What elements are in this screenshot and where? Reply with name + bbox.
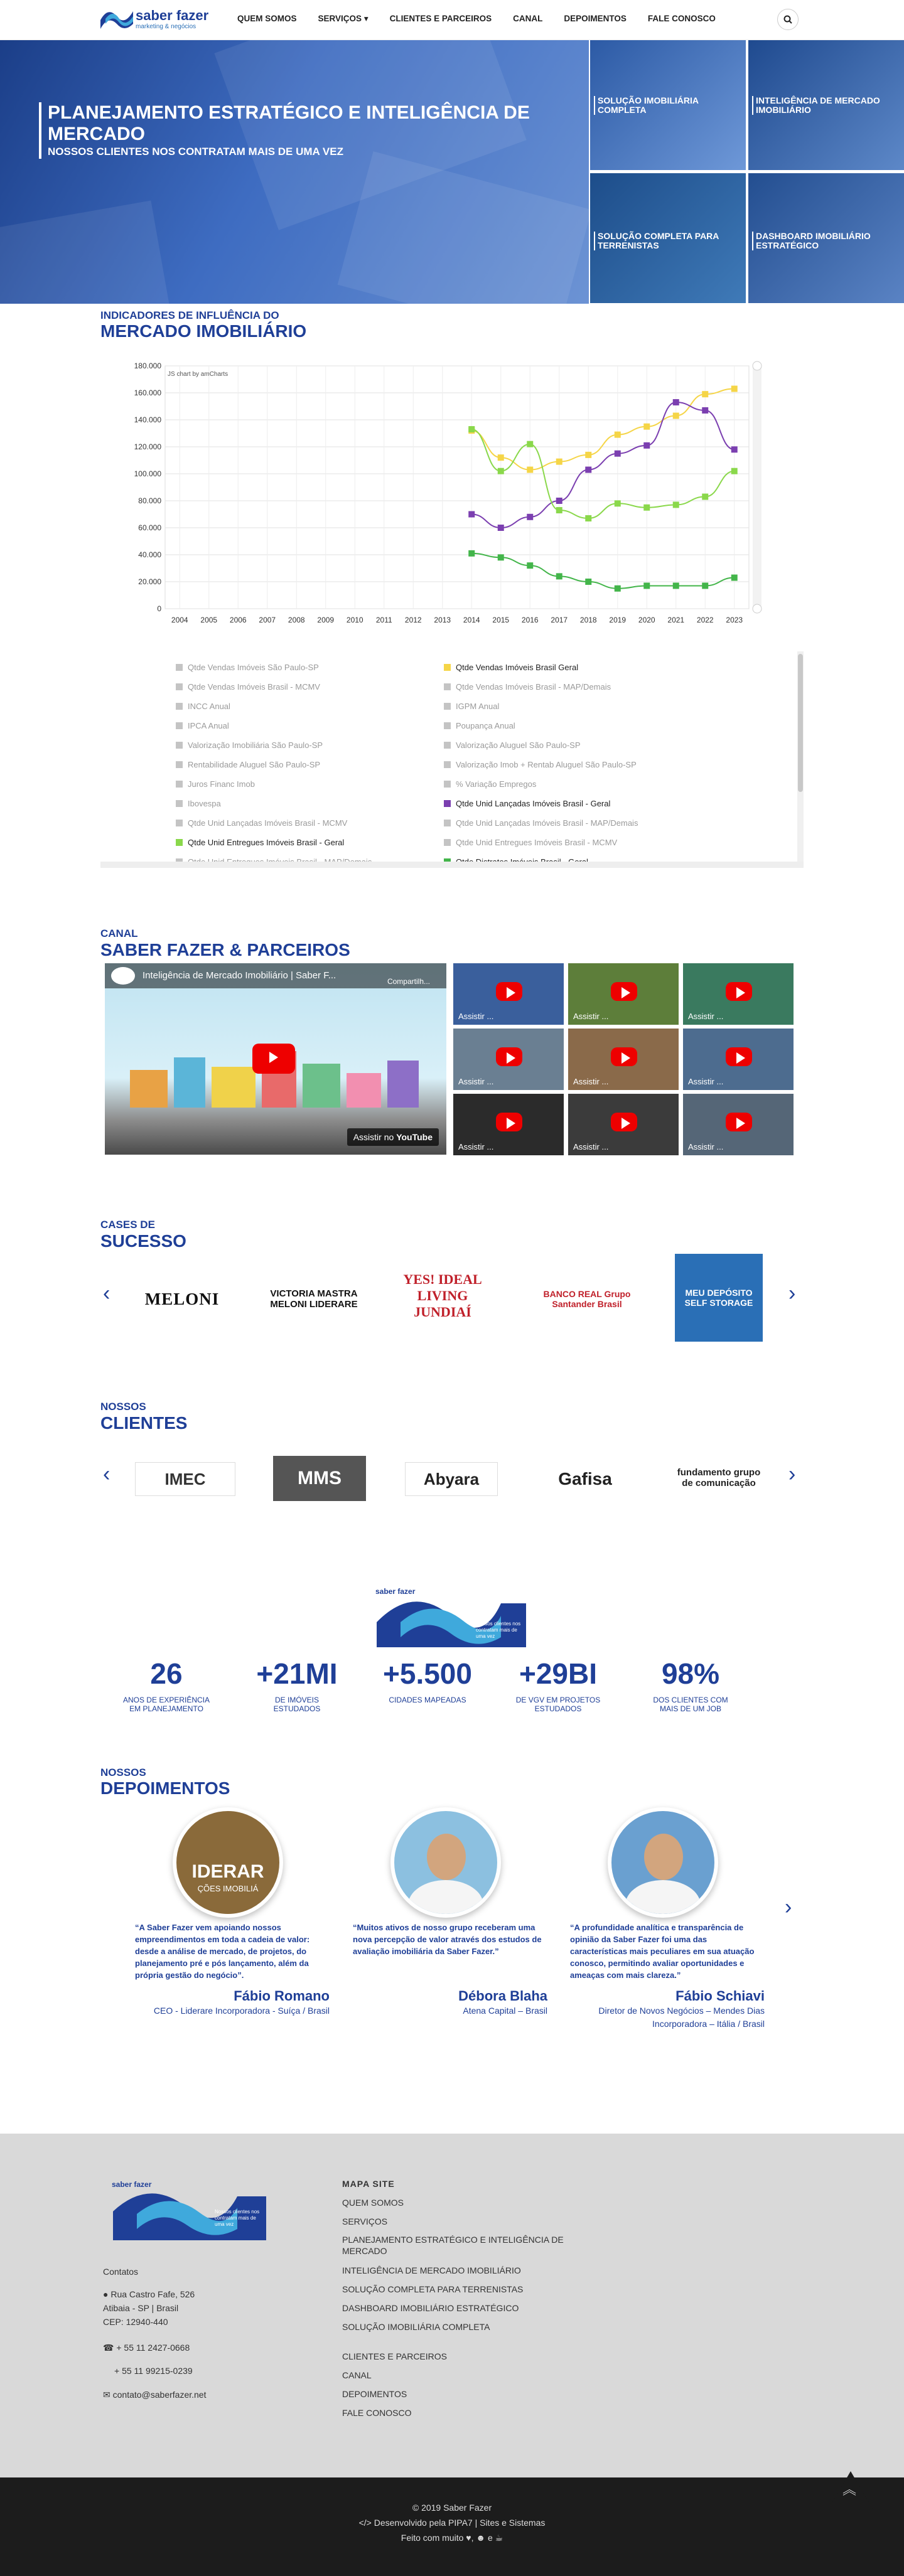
data-point <box>527 514 533 520</box>
y-tick-label: 100.000 <box>134 469 161 478</box>
y-tick-label: 20.000 <box>138 577 161 586</box>
footer-logo <box>112 2180 269 2243</box>
video-thumbnail[interactable] <box>683 963 794 1025</box>
double-chevron-up-icon: ︽ <box>842 2482 857 2498</box>
search-button[interactable] <box>777 9 799 30</box>
data-point <box>673 399 679 405</box>
data-point <box>702 391 708 397</box>
phone-2[interactable]: + 55 11 99215-0239 <box>114 2366 193 2376</box>
data-point <box>643 582 650 589</box>
y-tick-label: 0 <box>157 604 161 613</box>
nav-servicos[interactable] <box>318 14 369 24</box>
data-point <box>498 525 504 531</box>
stat-label: ANOS DE EXPERIÊNCIA EM PLANEJAMENTO <box>122 1696 210 1713</box>
legend-item[interactable] <box>176 818 347 828</box>
stat-number: +21MI <box>256 1657 338 1690</box>
market-chart <box>110 356 782 629</box>
stat-label: DE VGV EM PROJETOS ESTUDADOS <box>515 1696 601 1713</box>
legend-swatch <box>176 761 183 768</box>
legend-swatch <box>444 722 451 729</box>
sitemap-link[interactable]: PLANEJAMENTO ESTRATÉGICO E INTELIGÊNCIA DE MERCADO <box>342 2235 564 2256</box>
sitemap-link[interactable]: DEPOIMENTOS <box>342 2389 407 2399</box>
canal-pretitle: CANAL <box>100 927 138 939</box>
stat-label: CIDADES MAPEADAS <box>389 1696 466 1704</box>
y-tick-label: 40.000 <box>138 550 161 559</box>
legend-label: Rentabilidade Aluguel São Paulo-SP <box>188 760 321 769</box>
phone-1-text: + 55 11 2427-0668 <box>116 2343 190 2353</box>
cases-pretitle: CASES DE <box>100 1219 155 1231</box>
legend-label: Ibovespa <box>188 799 221 808</box>
thumbnail-label: Assistir ... <box>688 1077 724 1086</box>
data-point <box>468 511 475 518</box>
play-icon <box>611 982 637 1001</box>
bottom-bar <box>0 2477 904 2576</box>
stat-number: 98% <box>661 1657 720 1690</box>
client-logo-fundamento: fundamento grupo de comunicação <box>677 1467 761 1488</box>
legend-label: Qtde Unid Entregues Imóveis Brasil - Geral <box>188 838 345 847</box>
avatar <box>608 1807 718 1918</box>
stat-label: DE IMÓVEIS ESTUDADOS <box>273 1696 321 1713</box>
plot-area <box>165 366 749 609</box>
legend-hscroll[interactable] <box>100 862 804 868</box>
video-thumbnail[interactable] <box>683 1029 794 1090</box>
client-logo-imec: IMEC <box>135 1462 235 1496</box>
clients-title: CLIENTES <box>100 1413 188 1433</box>
thumbnail-label: Assistir ... <box>458 1142 494 1152</box>
tile-inteligencia-mercado[interactable] <box>748 40 904 170</box>
x-tick-label: 2023 <box>726 616 743 624</box>
chart-scroll-handle <box>753 361 761 370</box>
play-icon <box>611 1113 637 1131</box>
play-icon[interactable] <box>252 1044 295 1074</box>
video-thumbnail[interactable] <box>453 1094 564 1155</box>
data-point <box>556 459 562 465</box>
data-point <box>731 446 738 452</box>
x-tick-label: 2014 <box>463 616 480 624</box>
x-tick-label: 2011 <box>375 616 392 624</box>
legend-label: Qtde Unid Lançadas Imóveis Brasil - MAP/Demais <box>456 818 638 828</box>
legend-item[interactable] <box>176 779 255 789</box>
legend-label: Qtde Unid Lançadas Imóveis Brasil - MCMV <box>188 818 348 828</box>
logo-subtitle: marketing & negócios <box>136 23 196 30</box>
legend-item[interactable] <box>176 682 320 692</box>
x-tick-label: 2007 <box>259 616 276 624</box>
legend-item[interactable] <box>444 682 611 692</box>
developer-credit[interactable]: </> Desenvolvido pela PIPA7 | Sites e Sistemas <box>358 2518 546 2528</box>
envelope-icon: ✉ <box>103 2390 110 2400</box>
data-point <box>498 468 504 474</box>
legend-swatch <box>176 742 183 749</box>
tile-solucao-terrenistas[interactable] <box>590 173 746 303</box>
address-line-1: Rua Castro Fafe, 526 <box>110 2289 195 2299</box>
legend-item[interactable] <box>444 760 637 769</box>
legend-swatch <box>176 839 183 846</box>
play-icon <box>726 1047 752 1066</box>
legend-label: Valorização Aluguel São Paulo-SP <box>456 740 581 750</box>
indicators-pretitle: INDICADORES DE INFLUÊNCIA DO <box>100 309 279 321</box>
email-text: contato@saberfazer.net <box>112 2390 207 2400</box>
x-tick-label: 2006 <box>229 616 247 624</box>
clients-prev-arrow-icon[interactable]: ‹ <box>103 1462 110 1486</box>
shirt-shape <box>625 1880 701 1918</box>
thumbnail-label: Assistir ... <box>573 1077 609 1086</box>
stat-number: 26 <box>150 1657 183 1690</box>
legend-scrollbar-thumb[interactable] <box>798 654 803 792</box>
legend-swatch <box>444 703 451 710</box>
nav-depoimentos[interactable]: DEPOIMENTOS <box>564 14 627 23</box>
x-tick-label: 2004 <box>171 616 188 624</box>
thumbnail-label: Assistir ... <box>573 1012 609 1021</box>
legend-item[interactable] <box>444 663 578 672</box>
watch-on-youtube[interactable] <box>347 1128 439 1146</box>
stat-label: DOS CLIENTES COM MAIS DE UM JOB <box>653 1696 728 1713</box>
x-tick-label: 2005 <box>200 616 218 624</box>
legend-swatch <box>444 742 451 749</box>
client-logo-mms: MMS <box>273 1456 366 1501</box>
legend-item[interactable] <box>444 838 617 847</box>
tile-label: INTELIGÊNCIA DE MERCADO IMOBILIÁRIO <box>752 96 890 115</box>
legend-swatch <box>444 839 451 846</box>
legend-item[interactable] <box>444 779 536 789</box>
site-footer <box>0 2134 904 2477</box>
data-point <box>702 407 708 414</box>
map-pin-icon: ● <box>103 2289 109 2299</box>
data-point <box>615 500 621 506</box>
copyright: © 2019 Saber Fazer <box>412 2503 492 2513</box>
hero-title <box>39 102 579 159</box>
made-with: Feito com muito ♥, ☻ e ☕ <box>401 2533 503 2543</box>
play-icon <box>496 1113 522 1131</box>
legend-item[interactable] <box>444 721 515 730</box>
legend-label: Qtde Vendas Imóveis Brasil Geral <box>456 663 579 672</box>
legend-item[interactable] <box>176 740 323 750</box>
data-point <box>527 562 533 569</box>
data-point <box>585 467 591 473</box>
data-point <box>615 451 621 457</box>
stat-number: +29BI <box>519 1657 598 1690</box>
legend-swatch <box>176 683 183 690</box>
chart-legend <box>100 651 804 868</box>
channel-avatar <box>111 967 135 985</box>
x-tick-label: 2016 <box>521 616 539 624</box>
legend-item[interactable] <box>444 799 610 808</box>
thumbnail-label: Assistir ... <box>688 1142 724 1152</box>
chart-scrollbar <box>753 366 761 609</box>
testimonial-role: CEO - Liderare Incorporadora - Suíça / Brasil <box>153 2006 330 2016</box>
y-tick-label: 160.000 <box>134 388 161 397</box>
logo-mark-icon <box>99 5 134 31</box>
legend-item[interactable] <box>176 702 230 711</box>
thumbnail-label: Assistir ... <box>573 1142 609 1152</box>
face-shape <box>644 1834 683 1880</box>
data-point <box>556 498 562 504</box>
nav-quem-somos[interactable]: QUEM SOMOS <box>237 14 297 23</box>
legend-label: % Variação Empregos <box>456 779 537 789</box>
data-point <box>731 575 738 581</box>
x-tick-label: 2018 <box>579 616 597 624</box>
x-tick-label: 2021 <box>667 616 685 624</box>
legend-item[interactable] <box>444 740 581 750</box>
tile-dashboard[interactable] <box>748 173 904 303</box>
tile-label: SOLUÇÃO COMPLETA PARA TERRENISTAS <box>594 232 732 250</box>
phone-1[interactable] <box>103 2343 190 2353</box>
legend-swatch <box>444 820 451 826</box>
data-point <box>468 426 475 432</box>
nav-fale-conosco[interactable]: FALE CONOSCO <box>647 14 716 23</box>
testimonial-quote: “Muitos ativos de nosso grupo receberam uma nova percepção de valor através dos estudos de avaliação imobiliária da Saber Fazer.” <box>353 1923 542 1956</box>
sitemap-title: MAPA SITE <box>342 2179 395 2189</box>
legend-swatch <box>444 761 451 768</box>
shirt-shape <box>408 1880 483 1918</box>
play-icon <box>611 1047 637 1066</box>
share-label[interactable]: Compartilh... <box>387 977 430 986</box>
data-point <box>498 454 504 461</box>
y-tick-label: 60.000 <box>138 523 161 532</box>
testimonial-name: Débora Blaha <box>458 1988 547 2004</box>
sitemap-link[interactable]: SERVIÇOS <box>342 2216 388 2226</box>
email-link[interactable] <box>103 2390 206 2400</box>
sitemap-link[interactable]: INTELIGÊNCIA DE MERCADO IMOBILIÁRIO <box>342 2265 521 2275</box>
sitemap-link[interactable]: QUEM SOMOS <box>342 2198 404 2208</box>
logo-text: saber fazer <box>136 8 209 23</box>
legend-label: Valorização Imobiliária São Paulo-SP <box>188 740 323 750</box>
thumbnail-label: Assistir ... <box>458 1012 494 1021</box>
data-point <box>556 507 562 513</box>
x-tick-label: 2020 <box>638 616 655 624</box>
legend-item[interactable] <box>444 818 638 828</box>
y-tick-label: 120.000 <box>134 442 161 451</box>
address-block <box>103 2287 195 2329</box>
testimonials-next-arrow-icon[interactable]: › <box>785 1895 792 1919</box>
data-point <box>702 582 708 589</box>
data-point <box>702 494 708 500</box>
nav-clientes-parceiros[interactable]: CLIENTES E PARCEIROS <box>389 14 492 23</box>
video-thumbnail[interactable] <box>568 1094 679 1155</box>
thumbnail-label: Assistir ... <box>688 1012 724 1021</box>
avatar-logo-text: IDERAR <box>191 1861 264 1882</box>
sitemap-link[interactable]: CANAL <box>342 2370 372 2380</box>
address-line-3: CEP: 12940-440 <box>103 2317 168 2327</box>
main-nav <box>237 14 716 24</box>
x-tick-label: 2010 <box>346 616 363 624</box>
data-point <box>731 468 738 474</box>
x-tick-label: 2022 <box>696 616 714 624</box>
data-point <box>643 424 650 430</box>
stats-logo-tag: Nossos clientes nos contratam mais de uma vez <box>476 1621 521 1639</box>
video-thumbnail[interactable] <box>453 963 564 1025</box>
case-logo-liderare: VICTORIA MASTRA MELONI LIDERARE <box>270 1288 358 1310</box>
tile-label: DASHBOARD IMOBILIÁRIO ESTRATÉGICO <box>752 232 890 250</box>
youtube-label: YouTube <box>396 1132 433 1142</box>
data-point <box>615 432 621 438</box>
legend-label: Poupança Anual <box>456 721 515 730</box>
legend-swatch <box>176 703 183 710</box>
nav-canal[interactable]: CANAL <box>513 14 543 23</box>
main-video-title: Inteligência de Mercado Imobiliário | Saber F... <box>105 963 446 988</box>
legend-swatch <box>444 664 451 671</box>
data-point <box>585 515 591 521</box>
thumbnail-label: Assistir ... <box>458 1077 494 1086</box>
case-logo-yes: YES! IDEAL LIVING JUNDIAÍ <box>403 1271 482 1320</box>
tile-label: SOLUÇÃO IMOBILIÁRIA COMPLETA <box>594 96 732 115</box>
testimonial-role: Atena Capital – Brasil <box>463 2006 547 2016</box>
x-tick-label: 2008 <box>288 616 305 624</box>
case-logo-banco-real: BANCO REAL Grupo Santander Brasil <box>543 1289 631 1309</box>
nav-servicos-label: SERVIÇOS <box>318 14 362 23</box>
sitemap-link[interactable]: SOLUÇÃO IMOBILIÁRIA COMPLETA <box>342 2322 490 2332</box>
watch-label: Assistir no <box>353 1132 394 1142</box>
stats-logo-text: saber fazer <box>375 1587 416 1596</box>
y-tick-label: 180.000 <box>134 361 161 370</box>
data-point <box>556 573 562 579</box>
canal-title: SABER FAZER & PARCEIROS <box>100 940 350 959</box>
data-point <box>731 386 738 392</box>
legend-label: Valorização Imob + Rentab Aluguel São Paulo-SP <box>456 760 637 769</box>
hero-banner <box>0 40 589 304</box>
legend-swatch <box>176 820 183 826</box>
contacts-label: Contatos <box>103 2267 139 2277</box>
legend-label: Qtde Vendas Imóveis São Paulo-SP <box>188 663 319 672</box>
case-logo-meloni: MELONI <box>144 1289 220 1308</box>
video-thumbnail[interactable] <box>683 1094 794 1155</box>
client-logo-abyara: Abyara <box>405 1462 498 1496</box>
chart-scroll-handle <box>753 604 761 613</box>
address-line-2: Atibaia - SP | Brasil <box>103 2303 179 2313</box>
x-tick-label: 2015 <box>492 616 510 624</box>
data-point <box>643 505 650 511</box>
hero-title-text: PLANEJAMENTO ESTRATÉGICO E INTELIGÊNCIA DE MERCADO <box>48 102 530 144</box>
main-video-player[interactable] <box>105 963 446 1155</box>
cases-next-arrow-icon[interactable]: › <box>788 1281 796 1305</box>
cases-title: SUCESSO <box>100 1231 186 1251</box>
data-point <box>673 501 679 508</box>
play-icon <box>726 1113 752 1131</box>
legend-swatch <box>176 722 183 729</box>
data-point <box>673 413 679 419</box>
testimonial-name: Fábio Schiavi <box>675 1988 765 2004</box>
data-point <box>468 550 475 557</box>
cases-prev-arrow-icon[interactable]: ‹ <box>103 1281 110 1305</box>
legend-item[interactable] <box>444 702 499 711</box>
market-chart-svg <box>110 356 782 629</box>
chevron-down-icon: ▾ <box>363 14 369 23</box>
x-tick-label: 2017 <box>551 616 568 624</box>
site-header <box>0 0 904 40</box>
sitemap-link[interactable]: CLIENTES E PARCEIROS <box>342 2351 448 2361</box>
clients-pretitle: NOSSOS <box>100 1401 146 1413</box>
data-point <box>585 579 591 585</box>
legend-swatch <box>176 781 183 788</box>
x-tick-label: 2012 <box>404 616 422 624</box>
x-tick-label: 2013 <box>434 616 451 624</box>
x-tick-label: 2019 <box>609 616 627 624</box>
tile-solucao-imobiliaria[interactable] <box>590 40 746 170</box>
legend-label: Qtde Unid Entregues Imóveis Brasil - MCMV <box>456 838 618 847</box>
data-point <box>527 441 533 447</box>
legend-label: Qtde Vendas Imóveis Brasil - MAP/Demais <box>456 682 611 692</box>
face-shape <box>427 1834 466 1880</box>
stats-logo <box>375 1585 531 1655</box>
data-point <box>615 585 621 592</box>
legend-swatch <box>444 781 451 788</box>
legend-label: IPCA Anual <box>188 721 229 730</box>
play-icon <box>496 1047 522 1066</box>
client-logo-gafisa: Gafisa <box>558 1469 612 1488</box>
legend-swatch <box>176 800 183 807</box>
data-point <box>643 442 650 449</box>
legend-swatch <box>176 664 183 671</box>
y-tick-label: 140.000 <box>134 415 161 424</box>
testimonial-quote: “A Saber Fazer vem apoiando nossos empreendimentos em toda a cadeia de valor: desde a análise de mercado, de projetos, do planejamento pré e pós lançamento, além da própria gestão do negócio”. <box>135 1923 310 1980</box>
legend-swatch <box>444 800 451 807</box>
legend-label: Qtde Vendas Imóveis Brasil - MCMV <box>188 682 320 692</box>
x-tick-label: 2009 <box>317 616 335 624</box>
video-thumbnail[interactable] <box>568 1029 679 1090</box>
clients-next-arrow-icon[interactable]: › <box>788 1462 796 1486</box>
legend-item[interactable] <box>176 838 344 847</box>
legend-item[interactable] <box>176 721 229 730</box>
testimonial-role: Diretor de Novos Negócios – Mendes Dias Incorporadora – Itália / Brasil <box>598 2006 765 2029</box>
footer-logo-tag: Nossos clientes nos contratam mais de uma vez <box>215 2209 260 2227</box>
avatar-logo-sub: ÇÕES IMOBILIÁ <box>197 1884 259 1893</box>
site-logo[interactable] <box>99 5 212 34</box>
chart-credit: JS chart by amCharts <box>168 371 229 378</box>
legend-label: Qtde Unid Lançadas Imóveis Brasil - Geral <box>456 799 611 808</box>
hero-subtitle: NOSSOS CLIENTES NOS CONTRATAM MAIS DE UMA VEZ <box>48 146 343 158</box>
legend-item[interactable] <box>176 663 319 672</box>
phone-icon: ☎ <box>103 2343 114 2353</box>
legend-swatch <box>444 683 451 690</box>
avatar <box>173 1807 283 1918</box>
data-point <box>498 554 504 560</box>
legend-label: Juros Financ Imob <box>188 779 255 789</box>
sitemap-link[interactable]: SOLUÇÃO COMPLETA PARA TERRENISTAS <box>342 2284 524 2294</box>
footer-logo-text: saber fazer <box>112 2180 152 2189</box>
testimonials-title: DEPOIMENTOS <box>100 1778 230 1798</box>
video-thumbnail[interactable] <box>568 963 679 1025</box>
testimonial-name: Fábio Romano <box>234 1988 330 2004</box>
testimonials-pretitle: NOSSOS <box>100 1766 146 1778</box>
legend-item[interactable] <box>176 760 320 769</box>
case-logo-meu-deposito: MEU DEPÓSITO SELF STORAGE <box>675 1254 763 1342</box>
y-tick-label: 80.000 <box>138 496 161 505</box>
legend-item[interactable] <box>176 799 221 808</box>
sitemap-link[interactable]: FALE CONOSCO <box>342 2408 412 2418</box>
play-icon <box>496 982 522 1001</box>
avatar <box>390 1807 501 1918</box>
search-icon <box>783 15 792 24</box>
data-point <box>585 452 591 458</box>
data-point <box>527 467 533 473</box>
legend-label: IGPM Anual <box>456 702 500 711</box>
video-thumbnail[interactable] <box>453 1029 564 1090</box>
sitemap-link[interactable]: DASHBOARD IMOBILIÁRIO ESTRATÉGICO <box>342 2303 519 2313</box>
legend-label: INCC Anual <box>188 702 230 711</box>
testimonial-quote: “A profundidade analítica e transparência de opinião da Saber Fazer foi uma das características mais peculiares em sua atuação conosco, permitindo avaliar oportunidades e ameaças com mais clareza.” <box>570 1923 755 1980</box>
stat-number: +5.500 <box>383 1657 472 1690</box>
play-icon <box>726 982 752 1001</box>
indicators-title: MERCADO IMOBILIÁRIO <box>100 321 307 341</box>
data-point <box>673 582 679 589</box>
